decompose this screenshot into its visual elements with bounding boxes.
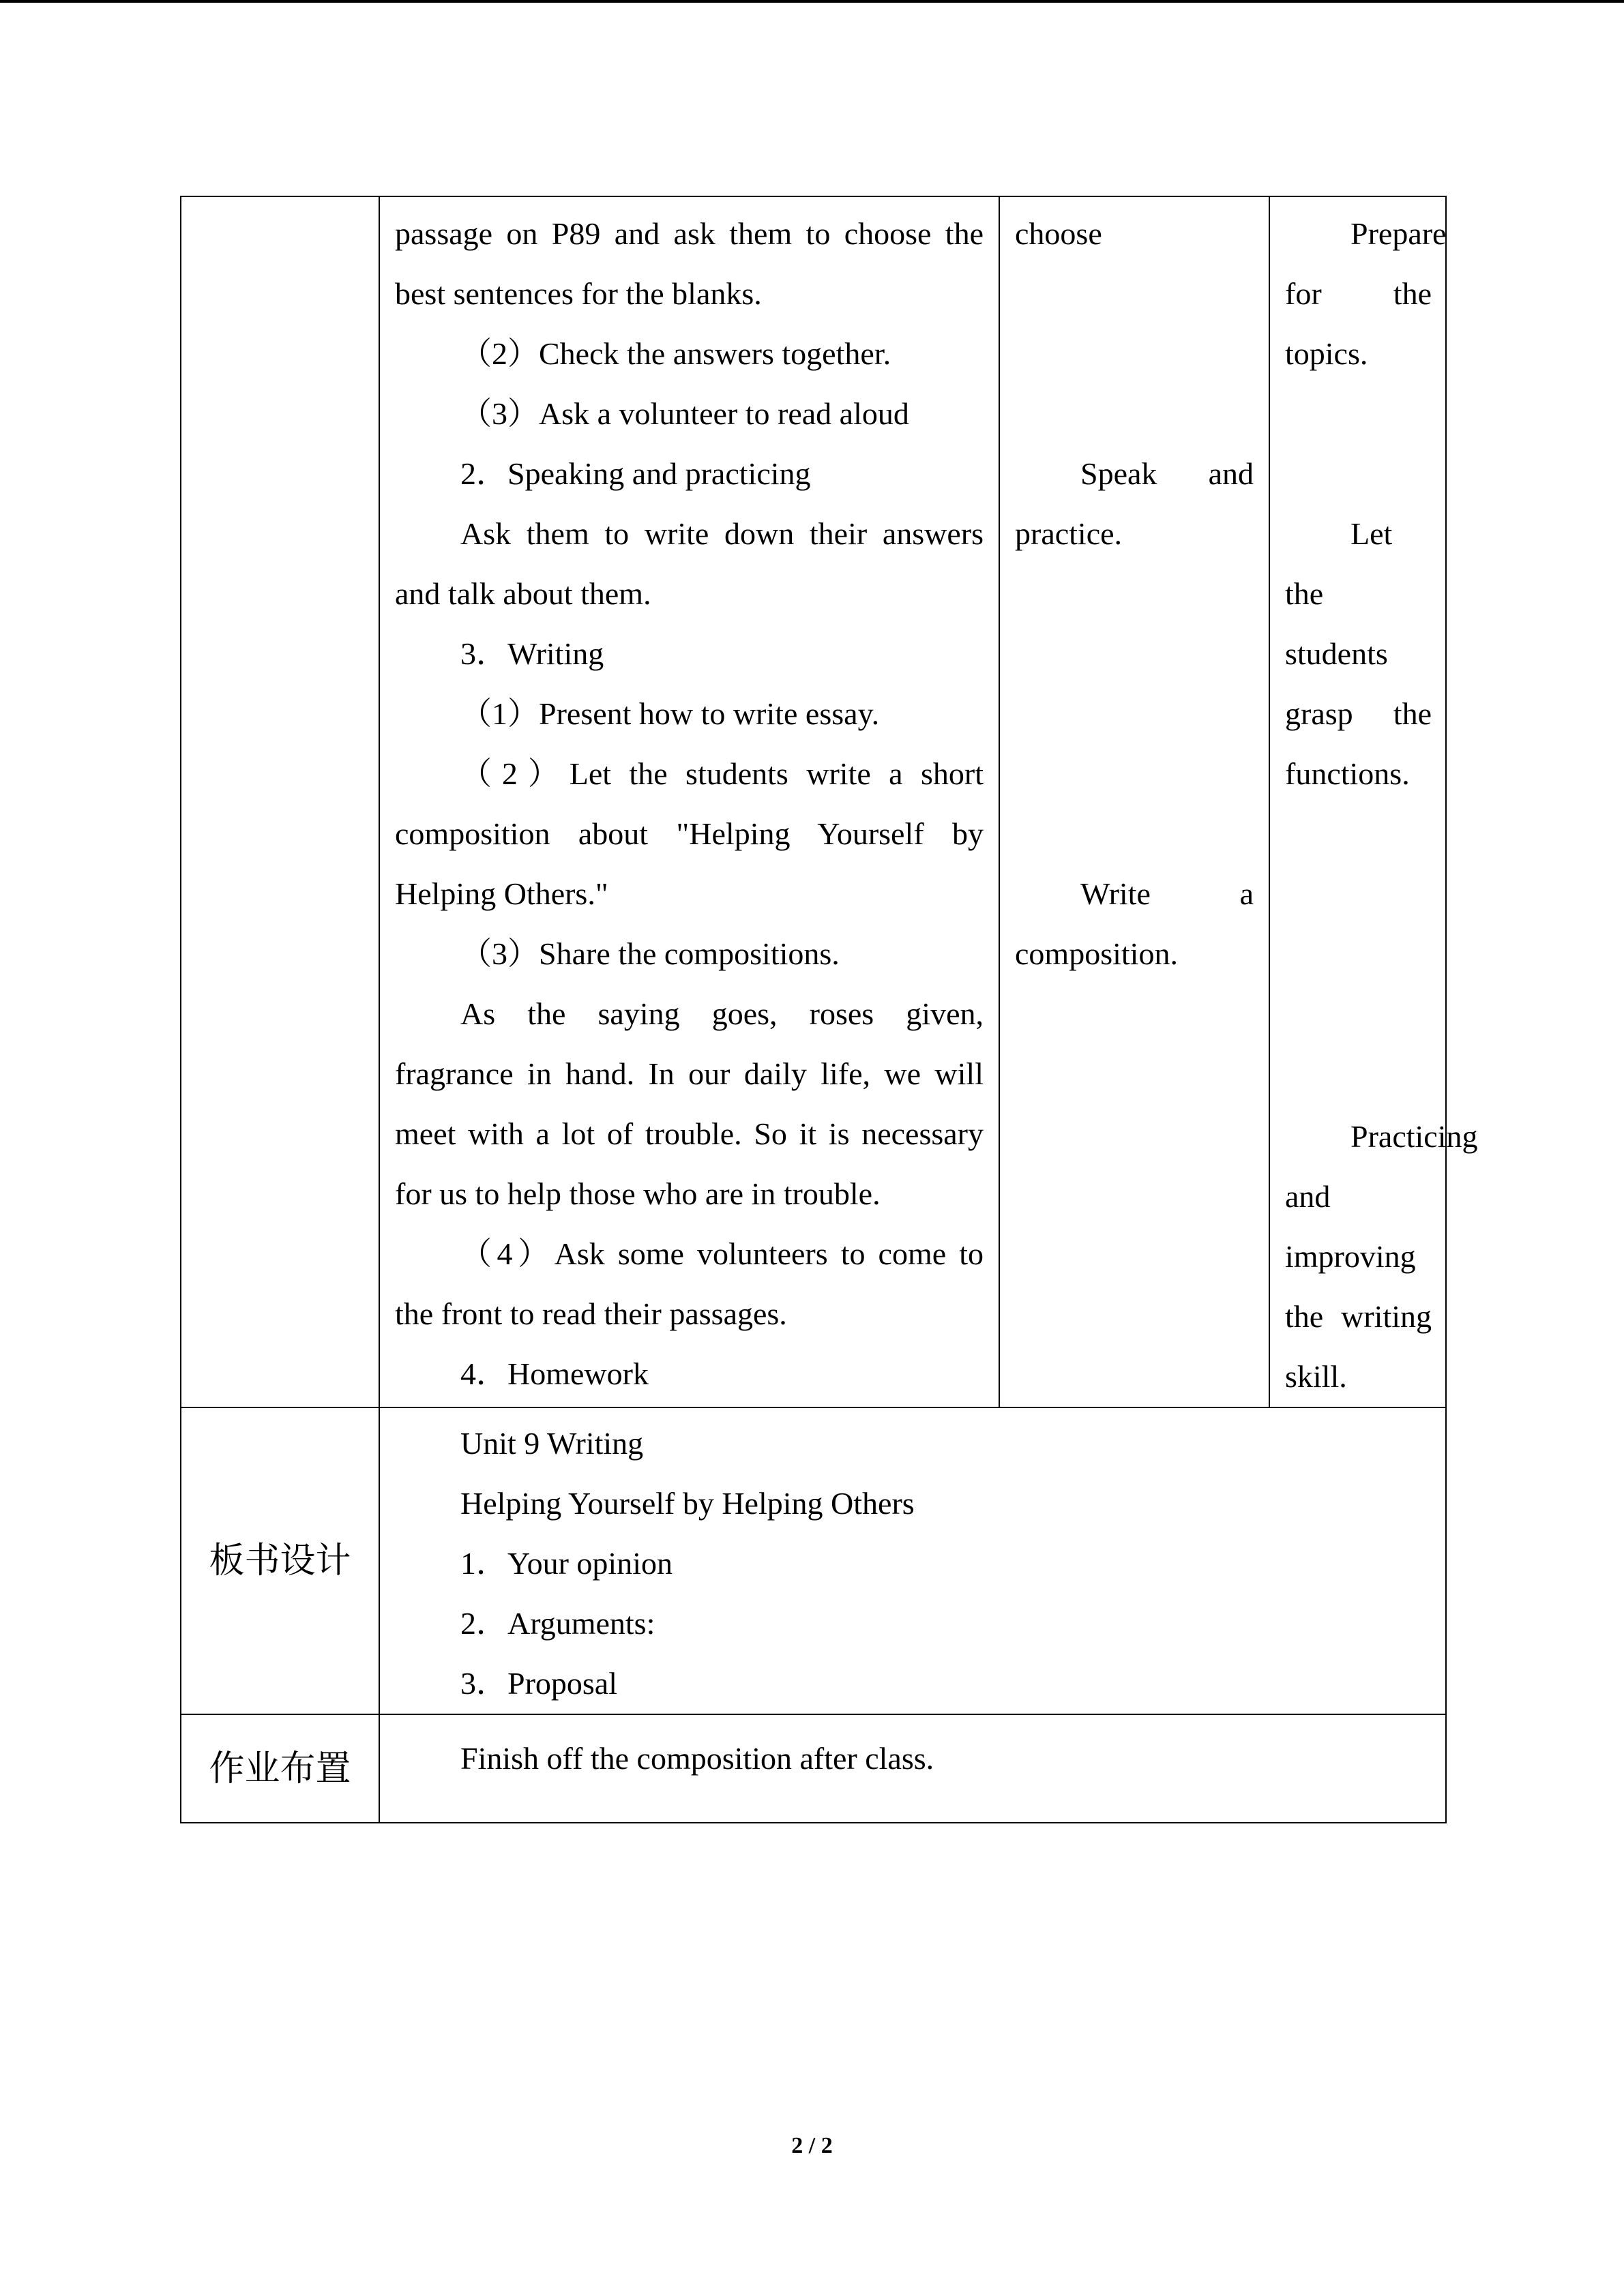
page-top-rule	[0, 0, 1624, 3]
board-design-content	[379, 1407, 1446, 1714]
homework-content	[379, 1714, 1446, 1823]
student-activity: Write a composition.	[1015, 876, 1254, 971]
procedure-label-cell	[181, 196, 379, 1407]
purpose-text: Let the students grasp the functions.	[1285, 516, 1432, 791]
procedure-heading: 3．Writing	[460, 636, 604, 671]
procedure-text: passage on P89 and ask them to choose the best sentences for the blanks.	[395, 216, 984, 311]
procedure-step: （4）Ask some volunteers to come to the front to read their passages.	[395, 1236, 984, 1331]
procedure-text: Ask them to write down their answers and talk about them.	[395, 516, 984, 611]
board-line: 3．Proposal	[460, 1666, 617, 1701]
board-line: Helping Yourself by Helping Others	[460, 1486, 915, 1521]
homework-row	[181, 1714, 1446, 1823]
student-activity-cell	[999, 196, 1269, 1407]
procedure-row	[181, 196, 1446, 1407]
procedure-text: As the saying goes, roses given, fragrance in hand. In our daily life, we will meet with a lot of trouble. So it is necessary for us to help those who are in trouble.	[395, 996, 984, 1211]
procedure-step: （2）Check the answers together.	[460, 336, 891, 371]
board-line: Unit 9 Writing	[460, 1426, 644, 1461]
lesson-plan-table	[180, 196, 1478, 1823]
purpose-text: Prepare for the topics.	[1285, 216, 1447, 371]
procedure-step: （1）Present how to write essay.	[460, 696, 880, 731]
student-activity: choose	[1015, 216, 1102, 251]
procedure-heading: 2．Speaking and practicing	[460, 456, 811, 491]
page-number: 2 / 2	[791, 2133, 833, 2158]
teacher-activity-cell	[379, 196, 999, 1407]
board-design-label: 板书设计	[181, 1407, 379, 1714]
student-activity: Speak and practice.	[1015, 456, 1254, 551]
board-design-row	[181, 1407, 1446, 1714]
procedure-step: （3）Ask a volunteer to read aloud	[460, 396, 909, 431]
purpose-cell	[1269, 196, 1478, 1407]
purpose-text: Practicing and improving the writing skill.	[1285, 1119, 1478, 1394]
board-line: 1．Your opinion	[460, 1546, 673, 1581]
procedure-step: （2）Let the students write a short composition about "Helping Yourself by Helping Others."	[395, 756, 984, 911]
homework-label: 作业布置	[181, 1714, 379, 1823]
board-line: 2．Arguments:	[460, 1606, 655, 1641]
homework-text: Finish off the composition after class.	[460, 1741, 934, 1776]
procedure-step: （3）Share the compositions.	[460, 936, 840, 971]
procedure-heading: 4．Homework	[460, 1356, 649, 1391]
